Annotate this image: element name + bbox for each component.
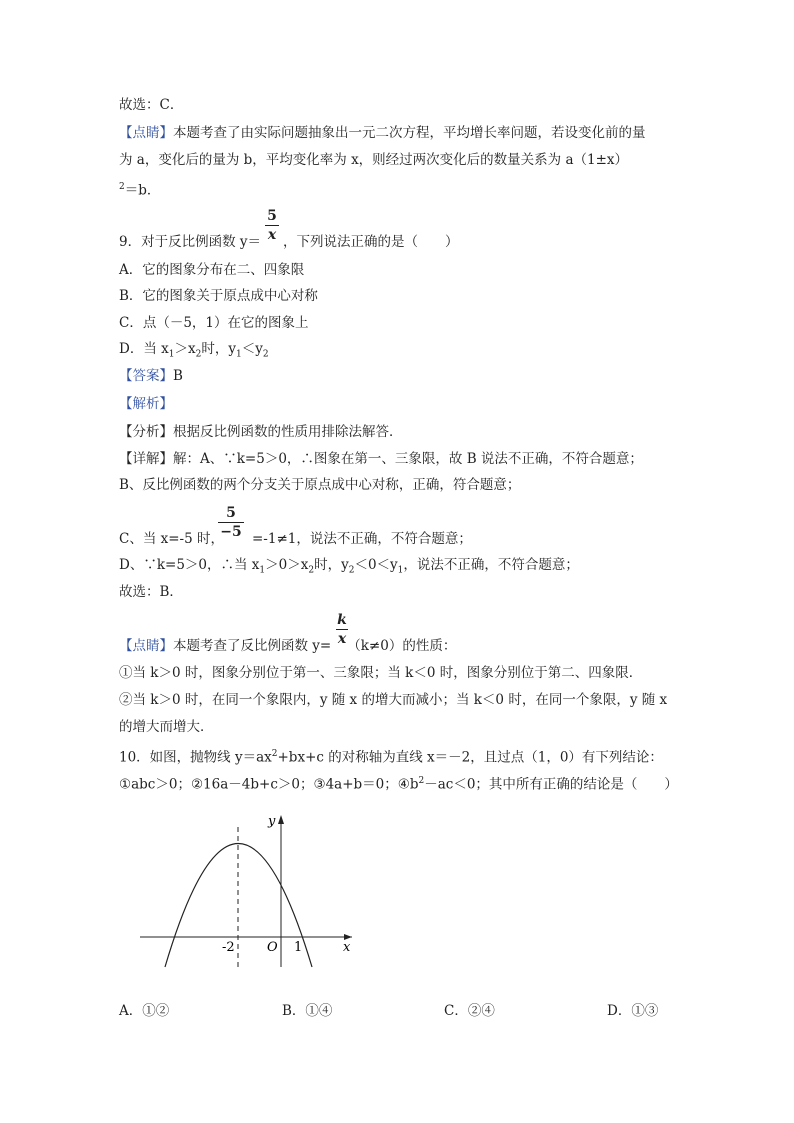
- q9-option-a: A．它的图象分布在二、四象限: [119, 262, 305, 278]
- d-text: ＜y: [241, 341, 263, 357]
- stem-text: 10．如图，抛物线 y＝ax: [119, 749, 272, 766]
- fenxi-text: 根据反比例函数的性质用排除法解答．: [173, 424, 403, 440]
- one-label: 1: [294, 940, 303, 955]
- q9-detail-c: [119, 530, 472, 548]
- frac-denominator: x: [337, 631, 347, 647]
- x-axis-label: x: [343, 940, 351, 955]
- stem-text: +bx+c 的对称轴为直线 x＝－2，且过点（1，0）有下列结论：: [277, 749, 663, 766]
- fenxi-tag: 【分析】: [119, 424, 173, 440]
- y-axis-label: y: [268, 814, 276, 829]
- exponent: 2: [119, 182, 125, 192]
- q10-stem-2: [119, 772, 678, 794]
- q9-answer: [119, 367, 183, 385]
- q9-fenxi: [119, 423, 403, 441]
- detail-c-fraction: [218, 505, 244, 540]
- point-fraction: [336, 612, 348, 647]
- sub: 1: [168, 349, 175, 360]
- q9-stem-post: ，下列说法正确的是（ ）: [283, 234, 459, 250]
- q9-detail-a: [119, 450, 643, 468]
- q9-detail-b: B、反比例函数的两个分支关于原点成中心对称，正确，符合题意；: [119, 477, 521, 493]
- sub: 2: [195, 349, 202, 360]
- prev-answer-line: 故选：C．: [119, 97, 184, 113]
- sub: 2: [262, 349, 269, 360]
- q9-stem: [119, 233, 459, 251]
- q9-option-c: C．点（－5，1）在它的图象上: [119, 315, 309, 331]
- point-post: （k≠0）的性质：: [347, 638, 457, 654]
- q9-stem-pre: 9．对于反比例函数 y＝: [119, 234, 262, 250]
- stem-text: －ac＜0；其中所有正确的结论是（ ）: [424, 776, 678, 793]
- d-text: D、∵k=5＞0，∴当 x: [119, 557, 260, 573]
- neg2-label: -2: [222, 940, 235, 955]
- q10-option-b: B．①④: [282, 1003, 333, 1019]
- point-tag: 【点睛】: [119, 638, 173, 654]
- sub: 2: [308, 565, 315, 576]
- comment-tag: 【点睛】: [119, 125, 173, 141]
- d-text: ＜0＜y: [354, 557, 398, 573]
- prev-comment-line-1: [119, 124, 646, 142]
- frac-bar: [336, 629, 348, 630]
- y-axis-arrow-icon: [278, 815, 284, 824]
- sub: 2: [348, 565, 355, 576]
- q10-option-d: D．①③: [607, 1003, 659, 1019]
- comment-text-3: ＝b．: [124, 182, 161, 199]
- q9-point: [119, 637, 456, 655]
- answer-value: B: [173, 368, 183, 384]
- q10-option-a: A．①②: [119, 1003, 170, 1019]
- frac-numerator: k: [337, 612, 347, 628]
- frac-bar: [265, 225, 279, 226]
- detail-c-post: =-1≠1，说法不正确，不符合题意；: [252, 531, 472, 547]
- q9-property-1: ①当 k＞0 时，图象分别位于第一、三象限；当 k＜0 时，图象分别位于第二、四象限．: [119, 665, 643, 681]
- q9-property-2: ②当 k＞0 时，在同一个象限内，y 随 x 的增大而减小；当 k＜0 时，在同一个象限，y 随 x: [119, 692, 668, 708]
- q9-detail-d: [119, 556, 579, 580]
- detail-a-text: 解：A、∵k=5＞0，∴图象在第一、三象限，故 B 说法不正确，不符合题意；: [173, 451, 643, 467]
- comment-text-1: 本题考查了由实际问题抽象出一元二次方程，平均增长率问题，若设变化前的量: [173, 125, 646, 141]
- q9-analysis-tag: 【解析】: [119, 396, 173, 412]
- q10-option-c: C．②④: [444, 1003, 495, 1019]
- d-text: ＞0＞x: [265, 557, 309, 573]
- origin-label: O: [267, 940, 278, 955]
- sub: 1: [259, 565, 266, 576]
- detail-c-pre: C、当 x=-5 时，: [119, 531, 224, 547]
- d-text: ，说法不正确，不符合题意；: [403, 557, 579, 573]
- q9-choose: 故选：B．: [119, 584, 183, 600]
- q9-option-d: [119, 340, 269, 364]
- q9-option-b: B．它的图象关于原点成中心对称: [119, 288, 318, 304]
- exponent: 2: [418, 776, 425, 786]
- sub: 1: [235, 349, 242, 360]
- prev-comment-line-3: [119, 178, 160, 200]
- q9-fraction: [265, 208, 279, 243]
- answer-tag: 【答案】: [119, 368, 173, 384]
- frac-numerator: 5: [226, 505, 236, 521]
- frac-numerator: 5: [267, 208, 277, 224]
- d-text: 时，y: [201, 341, 236, 357]
- prev-comment-line-2: 为 a，变化后的量为 b，平均变化率为 x，则经过两次变化后的数量关系为 a（1±x）: [119, 152, 629, 168]
- point-pre: 本题考查了反比例函数 y=: [173, 638, 332, 654]
- frac-denominator: x: [267, 227, 277, 243]
- stem-text: ①abc＞0；②16a－4b+c＞0；③4a+b＝0；④b: [119, 776, 419, 793]
- parabola-graph: [130, 805, 360, 975]
- d-text: D．当 x: [119, 341, 169, 357]
- q10-stem-1: [119, 745, 663, 767]
- frac-bar: [218, 522, 244, 523]
- sub: 1: [397, 565, 404, 576]
- d-text: ＞x: [174, 341, 196, 357]
- q9-property-3: 的增大而增大．: [119, 719, 214, 735]
- d-text: 时，y: [314, 557, 349, 573]
- frac-denominator: −5: [220, 524, 242, 540]
- exponent: 2: [271, 749, 278, 759]
- detail-tag: 【详解】: [119, 451, 173, 467]
